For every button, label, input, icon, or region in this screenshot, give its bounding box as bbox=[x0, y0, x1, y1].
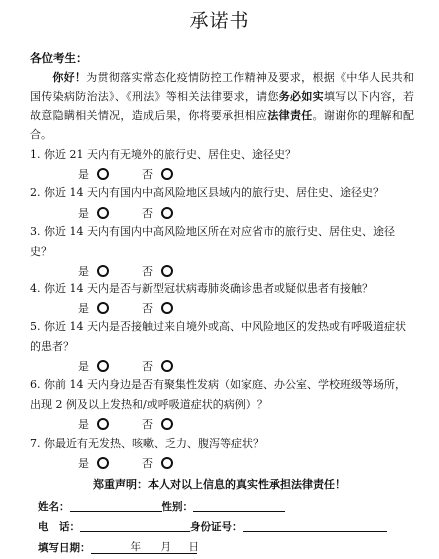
question-3: 3. 你近 14 天内有国内中高风险地区所在对应省市的旅行史、居住史、途径史？ bbox=[30, 225, 395, 258]
radio-circle-icon[interactable] bbox=[97, 418, 109, 430]
option-no-label: 否 bbox=[142, 457, 153, 470]
page-title: 承诺书 bbox=[189, 10, 250, 32]
option-no-label: 否 bbox=[142, 168, 153, 181]
question-4: 4. 你近 14 天内是否与新型冠状病毒肺炎确诊患者或疑似患者有接触？ bbox=[30, 282, 373, 295]
option-yes-label: 是 bbox=[78, 457, 89, 470]
radio-circle-icon[interactable] bbox=[161, 207, 173, 219]
radio-circle-icon[interactable] bbox=[161, 168, 173, 180]
radio-circle-icon[interactable] bbox=[97, 457, 109, 469]
option-no-6[interactable] bbox=[142, 416, 173, 432]
option-yes-4[interactable] bbox=[78, 300, 109, 316]
option-no-label: 否 bbox=[142, 265, 153, 278]
intro-part3: 。谢谢你的理解和配合。 bbox=[30, 109, 415, 141]
radio-circle-icon[interactable] bbox=[97, 360, 109, 372]
radio-circle-icon[interactable] bbox=[161, 360, 173, 372]
phone-label: 电 话： bbox=[38, 521, 80, 533]
option-yes-label: 是 bbox=[78, 265, 89, 278]
option-no-3[interactable] bbox=[142, 263, 173, 279]
radio-circle-icon[interactable] bbox=[161, 302, 173, 314]
question-5: 5. 你近 14 天内是否接触过来自境外或高、中风险地区的发热或有呼吸道症状的患者？ bbox=[30, 320, 406, 353]
name-label: 姓名： bbox=[38, 501, 70, 513]
question-2: 2. 你近 14 天内有国内中高风险地区县域内的旅行史、居住史、途径史？ bbox=[30, 186, 384, 199]
question-1: 1. 你近 21 天内有无境外的旅行史、居住史、途径史？ bbox=[30, 148, 296, 161]
gender-field[interactable] bbox=[193, 501, 285, 512]
intro-part1: 为贯彻落实常态化疫情防控工作精神及要求，根据《中华人民共和国传染病防治法》、《刑法》等相关法律要求，请您 bbox=[30, 71, 414, 103]
option-no-2[interactable] bbox=[142, 205, 173, 221]
option-yes-1[interactable] bbox=[78, 166, 109, 182]
question-7: 7. 你最近有无发热、咳嗽、乏力、腹泻等症状？ bbox=[30, 437, 264, 450]
option-yes-label: 是 bbox=[78, 302, 89, 315]
radio-circle-icon[interactable] bbox=[161, 265, 173, 277]
declaration: 郑重声明：本人对以上信息的真实性承担法律责任！ bbox=[93, 478, 346, 491]
option-yes-2[interactable] bbox=[78, 205, 109, 221]
option-yes-label: 是 bbox=[78, 418, 89, 431]
radio-circle-icon[interactable] bbox=[161, 418, 173, 430]
day-label: 日 bbox=[188, 541, 199, 553]
option-no-1[interactable] bbox=[142, 166, 173, 182]
form-row-name bbox=[38, 499, 285, 514]
form-row-phone bbox=[38, 519, 387, 534]
option-yes-label: 是 bbox=[78, 360, 89, 373]
option-no-5[interactable] bbox=[142, 358, 173, 374]
id-number-field[interactable] bbox=[243, 521, 387, 532]
date-field[interactable] bbox=[91, 539, 197, 554]
year-label: 年 bbox=[130, 541, 141, 553]
intro-emphasis-truthful: 务必如实 bbox=[278, 90, 324, 103]
question-6: 6. 你前 14 天内身边是否有聚集性发病（如家庭、办公室、学校班级等场所，出现 2 例及以上发热和/或呼吸道症状的病例）？ bbox=[30, 378, 406, 411]
intro-paragraph bbox=[30, 68, 414, 144]
gender-label: 性别： bbox=[161, 501, 193, 513]
radio-circle-icon[interactable] bbox=[97, 302, 109, 314]
option-no-7[interactable] bbox=[142, 455, 173, 471]
option-yes-6[interactable] bbox=[78, 416, 109, 432]
intro-part2: 填写以下内容，若故意隐瞒相关情况，造成后果，你将要承担相应 bbox=[30, 90, 415, 122]
option-no-label: 否 bbox=[142, 418, 153, 431]
radio-circle-icon[interactable] bbox=[161, 457, 173, 469]
option-yes-label: 是 bbox=[78, 168, 89, 181]
radio-circle-icon[interactable] bbox=[97, 265, 109, 277]
option-no-label: 否 bbox=[142, 302, 153, 315]
date-label: 填写日期： bbox=[38, 542, 91, 554]
radio-circle-icon[interactable] bbox=[97, 207, 109, 219]
option-yes-5[interactable] bbox=[78, 358, 109, 374]
option-no-4[interactable] bbox=[142, 300, 173, 316]
name-field[interactable] bbox=[70, 501, 162, 512]
radio-circle-icon[interactable] bbox=[97, 168, 109, 180]
intro-emphasis-legal: 法律责任 bbox=[267, 109, 313, 122]
option-yes-3[interactable] bbox=[78, 263, 109, 279]
form-row-date bbox=[38, 539, 197, 555]
option-yes-label: 是 bbox=[78, 207, 89, 220]
id-label: 身份证号： bbox=[190, 521, 243, 533]
option-no-label: 否 bbox=[142, 360, 153, 373]
intro-hello: 你好！ bbox=[52, 71, 87, 84]
phone-field[interactable] bbox=[80, 521, 190, 532]
option-no-label: 否 bbox=[142, 207, 153, 220]
greeting: 各位考生： bbox=[30, 51, 88, 65]
month-label: 月 bbox=[160, 541, 171, 553]
option-yes-7[interactable] bbox=[78, 455, 109, 471]
